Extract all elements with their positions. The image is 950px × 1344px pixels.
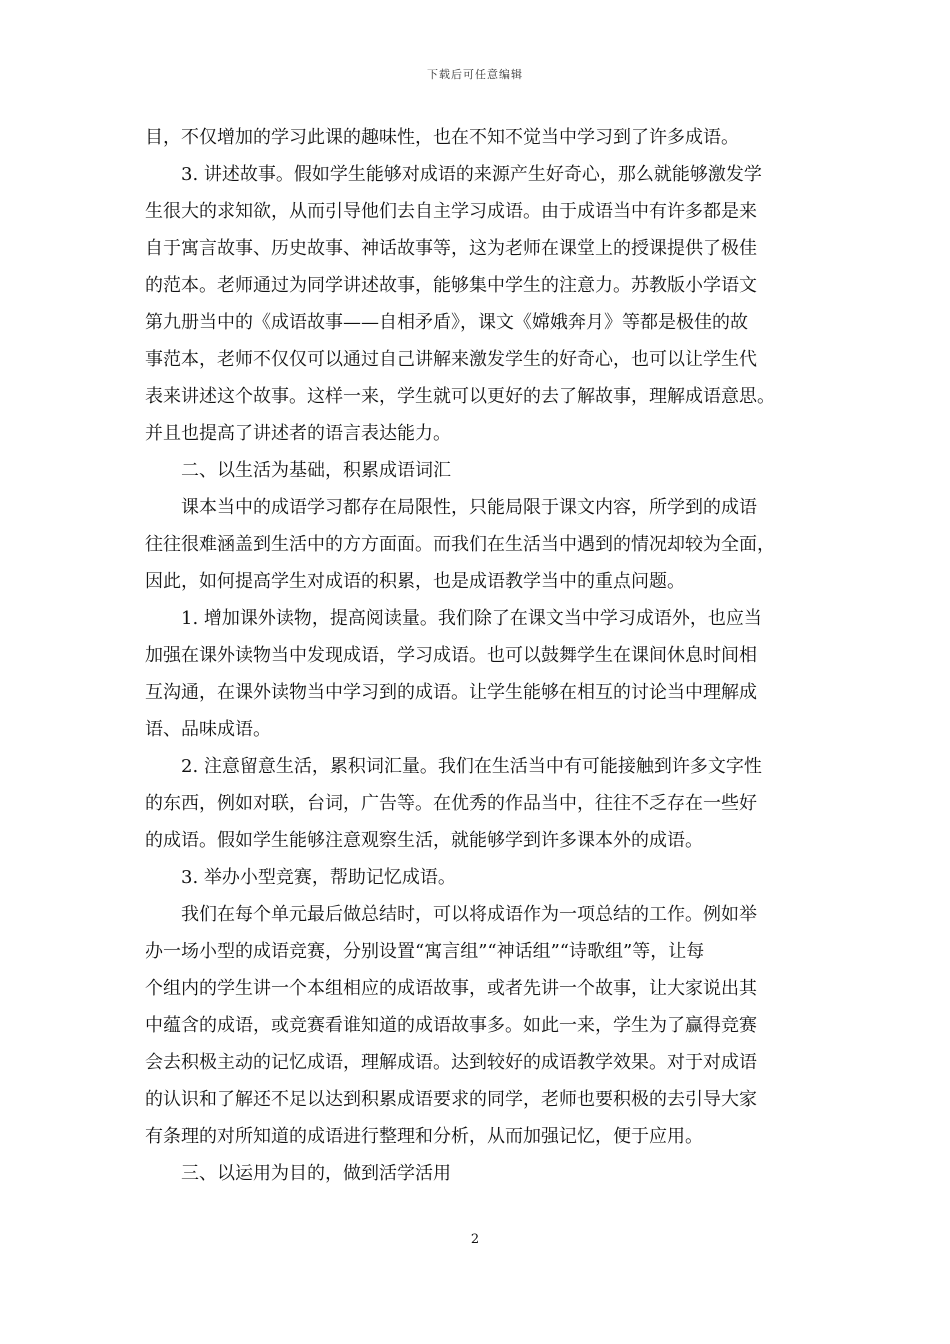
text-line: 加强在课外读物当中发现成语，学习成语。也可以鼓舞学生在课间休息时间相 xyxy=(145,645,757,666)
text-line: 自于寓言故事、历史故事、神话故事等，这为老师在课堂上的授课提供了极佳 xyxy=(145,238,757,259)
text-line: 生很大的求知欲，从而引导他们去自主学习成语。由于成语当中有许多都是来 xyxy=(145,201,757,222)
text-line: 第九册当中的《成语故事——自相矛盾》，课文《嫦娥奔月》等都是极佳的故 xyxy=(145,312,748,333)
text-line: 并且也提高了讲述者的语言表达能力。 xyxy=(145,423,451,444)
text-line: 互沟通，在课外读物当中学习到的成语。让学生能够在相互的讨论当中理解成 xyxy=(145,682,757,703)
text-line: 事范本，老师不仅仅可以通过自己讲解来激发学生的好奇心，也可以让学生代 xyxy=(145,349,757,370)
page-header: 下载后可任意编辑 xyxy=(427,68,523,81)
text-line: 的认识和了解还不足以达到积累成语要求的同学，老师也要积极的去引导大家 xyxy=(145,1089,757,1110)
text-line: 3. 讲述故事。假如学生能够对成语的来源产生好奇心，那么就能够激发学 xyxy=(145,164,762,185)
document-body xyxy=(145,119,807,1192)
text-line: 往往很难涵盖到生活中的方方面面。而我们在生活当中遇到的情况却较为全面， xyxy=(145,534,775,555)
text-line: 会去积极主动的记忆成语，理解成语。达到较好的成语教学效果。对于对成语 xyxy=(145,1052,757,1073)
text-line: 中蕴含的成语，或竞赛看谁知道的成语故事多。如此一来，学生为了赢得竞赛 xyxy=(145,1015,757,1036)
text-line: 二、以生活为基础，积累成语词汇 xyxy=(145,460,451,481)
text-line: 的成语。假如学生能够注意观察生活，就能够学到许多课本外的成语。 xyxy=(145,830,703,851)
text-line: 课本当中的成语学习都存在局限性，只能局限于课文内容，所学到的成语 xyxy=(145,497,757,518)
text-line: 办一场小型的成语竞赛，分别设置“寓言组”“神话组”“诗歌组”等，让每 xyxy=(145,941,705,962)
text-line: 的东西，例如对联，台词，广告等。在优秀的作品当中，往往不乏存在一些好 xyxy=(145,793,757,814)
text-line: 个组内的学生讲一个本组相应的成语故事，或者先讲一个故事，让大家说出其 xyxy=(145,978,757,999)
text-line: 1. 增加课外读物，提高阅读量。我们除了在课文当中学习成语外，也应当 xyxy=(145,608,762,629)
page-number: 2 xyxy=(470,1232,480,1247)
text-line: 我们在每个单元最后做总结时，可以将成语作为一项总结的工作。例如举 xyxy=(145,904,757,925)
text-line: 目，不仅增加的学习此课的趣味性，也在不知不觉当中学习到了许多成语。 xyxy=(145,127,739,148)
text-line: 2. 注意留意生活，累积词汇量。我们在生活当中有可能接触到许多文字性 xyxy=(145,756,762,777)
text-line: 因此，如何提高学生对成语的积累，也是成语教学当中的重点问题。 xyxy=(145,571,685,592)
text-line: 三、以运用为目的，做到活学活用 xyxy=(145,1163,451,1184)
text-line: 3. 举办小型竞赛，帮助记忆成语。 xyxy=(145,867,456,888)
text-line: 表来讲述这个故事。这样一来，学生就可以更好的去了解故事，理解成语意思。 xyxy=(145,386,775,407)
text-line: 的范本。老师通过为同学讲述故事，能够集中学生的注意力。苏教版小学语文 xyxy=(145,275,757,296)
text-line: 语、品味成语。 xyxy=(145,719,271,740)
text-line: 有条理的对所知道的成语进行整理和分析，从而加强记忆，便于应用。 xyxy=(145,1126,703,1147)
